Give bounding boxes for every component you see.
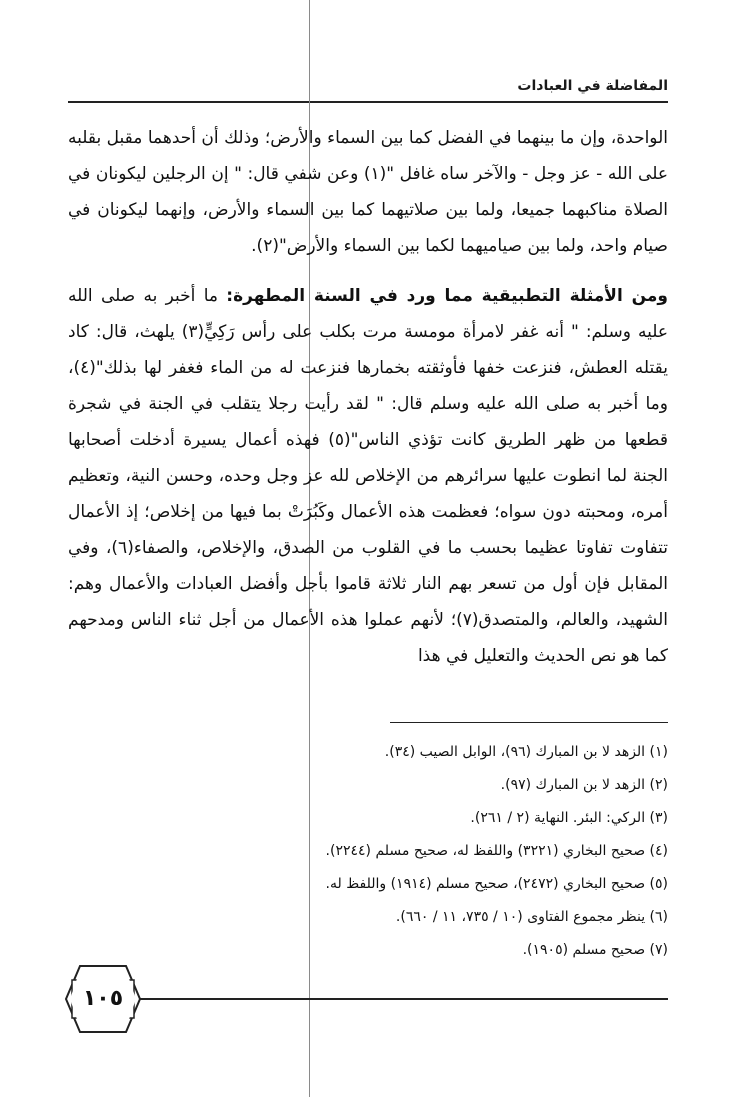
footnote-7: (٧) صحيح مسلم (١٩٠٥). [522, 942, 668, 958]
paragraph-2 [68, 278, 668, 674]
footnote-6: (٦) ينظر مجموع الفتاوى (١٠ / ٧٣٥، ١١ / ٦٦٠). [395, 909, 668, 925]
paragraph-gap [68, 264, 668, 278]
footnote-5: (٥) صحيح البخاري (٢٤٧٢)، صحيح مسلم (١٩١٤) واللفظ له. [325, 876, 668, 892]
footer-divider [140, 998, 668, 1000]
page-number: ١٠٥ [82, 986, 124, 1011]
paragraph-2-lead: ومن الأمثلة التطبيقية مما ورد في السنة المطهرة: [226, 286, 668, 306]
footnote-3: (٣) الركي: البئر. النهاية (٢ / ٢٦١). [470, 810, 668, 826]
footnote-4: (٤) صحيح البخاري (٣٢٢١) واللفظ له، صحيح مسلم (٢٢٤٤). [325, 843, 668, 859]
header-divider [68, 101, 668, 103]
footnotes [68, 736, 668, 967]
footnote-divider [390, 722, 668, 723]
footnote-1: (١) الزهد لا بن المبارك (٩٦)، الوابل الصيب (٣٤). [384, 744, 668, 760]
footnote-2: (٢) الزهد لا بن المبارك (٩٧). [500, 777, 668, 793]
running-header: المفاضلة في العبادات [517, 78, 668, 94]
paragraph-1: الواحدة، وإن ما بينهما في الفضل كما بين السماء والأرض؛ وذلك أن أحدهما مقبل بقلبه على الله - عز وجل - والآخر ساه غافل "(١) وعن شفي قال: " إن الرجلين ليكونان في الصلاة مناكبهما جميعا، ولما بين صلاتيهما كما بين السماء والأرض، وإنهما ليكونان في صيام واحد، ولما بين صياميهما لكما بين السماء والأرض"(٢). [68, 128, 668, 256]
main-text [68, 120, 668, 674]
paragraph-2-text: ما أخبر به صلى الله عليه وسلم: " أنه غفر لامرأة مومسة مرت بكلب على رأس رَكِيٍّ(٣) يلهث، قال: كاد يقتله العطش، فنزعت خفها فأوثقته بخمارها فنزعت له من الماء فغفر لها بذلك"(٤)، وما أخبر به صلى الله عليه وسلم قال: " لقد رأيت رجلا يتقلب في الجنة في شجرة قطعها من ظهر الطريق كانت تؤذي الناس"(٥) فهذه أعمال يسيرة أدخلت أصحابها الجنة لما انطوت عليها سرائرهم من الإخلاص لله عز وجل وحده، وحسن النية، وتعظيم أمره، ومحبته دون سواه؛ فعظمت هذه الأعمال وكَبُرَتْ بما فيها من إخلاص؛ إذ الأعمال تتفاوت تفاوتا عظيما بحسب ما في القلوب من الصدق، والإخلاص، والصفاء(٦)، وفي المقابل فإن أول من تسعر بهم النار ثلاثة قاموا بأجل وأفضل العبادات والأعمال وهم: الشهيد، والعالم، والمتصدق(٧)؛ لأنهم عملوا هذه الأعمال من أجل ثناء الناس ومدحهم كما هو نص الحديث والتعليل في هذا [68, 286, 668, 666]
